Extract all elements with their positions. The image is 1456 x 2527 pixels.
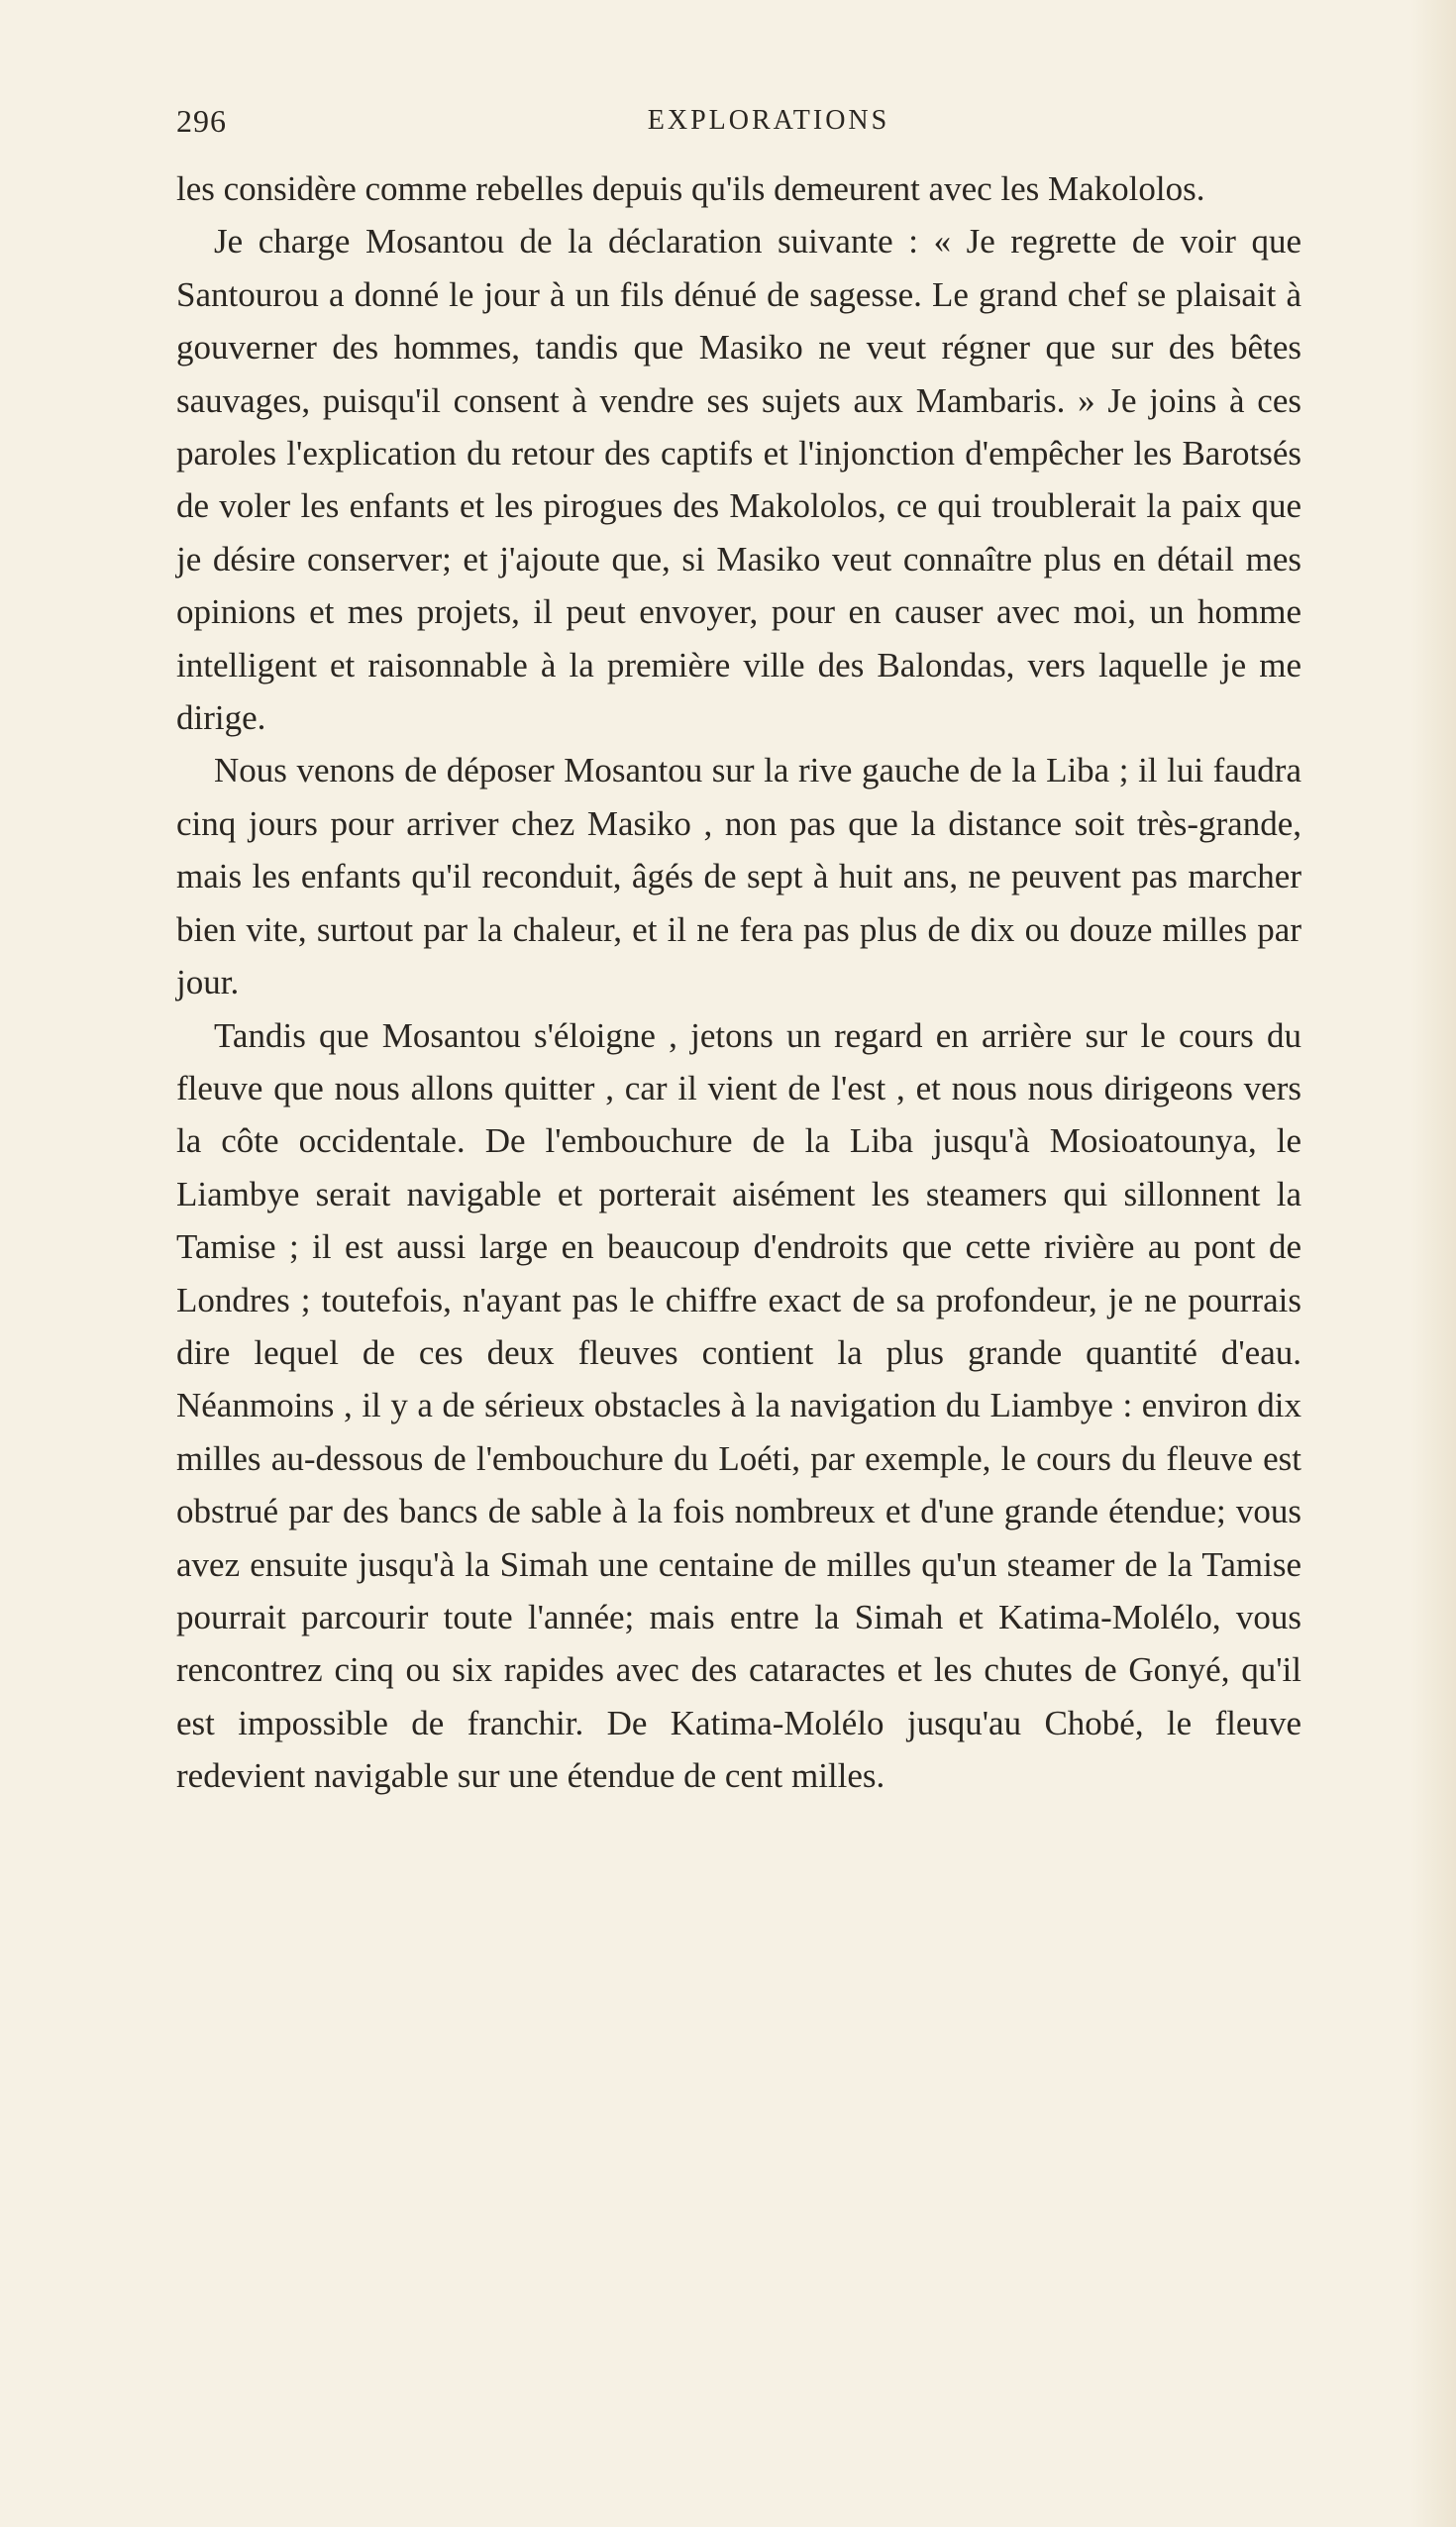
paragraph-4: Tandis que Mosantou s'éloigne , jetons un regard en arrière sur le cours du fleuve que nous allons quitter , car il vient de l'est , et nous nous dirigeons vers la côte occidentale. De l'embouchure de la Liba jusqu'à Mosioatounya, le Liambye serait navigable et porterait aisément les steamers qui sillonnent la Tamise ; il est aussi large en beaucoup d'endroits que cette rivière au pont de Londres ; toutefois, n'ayant pas le chiffre exact de sa profondeur, je ne pourrais dire lequel de ces deux fleuves contient la plus grande quantité d'eau. Néanmoins , il y a de sérieux obstacles à la navigation du Liambye : environ dix milles au-dessous de l'embouchure du Loéti, par exemple, le cours du fleuve est obstrué par des bancs de sable à la fois nombreux et d'une grande étendue; vous avez ensuite jusqu'à la Simah une centaine de milles qu'un steamer de la Tamise pourrait parcourir toute l'année; mais entre la Simah et Katima-Molélo, vous rencontrez cinq ou six rapides avec des cataractes et les chutes de Gonyé, qu'il est impossible de franchir. De Katima-Molélo jusqu'au Chobé, le fleuve redevient navigable sur une étendue de cent milles. — [176, 1015, 1301, 1796]
paragraph-2: Je charge Mosantou de la déclaration suivante : « Je regrette de voir que Santourou a donné le jour à un fils dénué de sagesse. Le grand chef se plaisait à gouverner des hommes, tandis que Masiko ne veut régner que sur des bêtes sauvages, puisqu'il consent à vendre ses sujets aux Mambaris. » Je joins à ces paroles l'explication du retour des captifs et l'injonction d'empêcher les Barotsés de voler les enfants et les pirogues des Makololos, ce qui troublerait la paix que je désire conserver; et j'ajoute que, si Masiko veut connaître plus en détail mes opinions et mes projets, il peut envoyer, pour en causer avec moi, un homme intelligent et raisonnable à la première ville des Balondas, vers laquelle je me dirige. — [176, 222, 1301, 738]
paragraph-1: les considère comme rebelles depuis qu'ils demeurent avec les Makololos. — [176, 169, 1205, 208]
page-number: 296 — [176, 103, 227, 139]
page-header — [176, 103, 1301, 153]
body-text — [176, 162, 1301, 1803]
running-title: EXPLORATIONS — [647, 105, 890, 136]
page-gutter-shadow — [1410, 0, 1456, 2527]
paragraph-3: Nous venons de déposer Mosantou sur la rive gauche de la Liba ; il lui faudra cinq jours pour arriver chez Masiko , non pas que la distance soit très-grande, mais les enfants qu'il reconduit, âgés de sept à huit ans, ne peuvent pas marcher bien vite, surtout par la chaleur, et il ne fera pas plus de dix ou douze milles par jour. — [176, 751, 1301, 1002]
